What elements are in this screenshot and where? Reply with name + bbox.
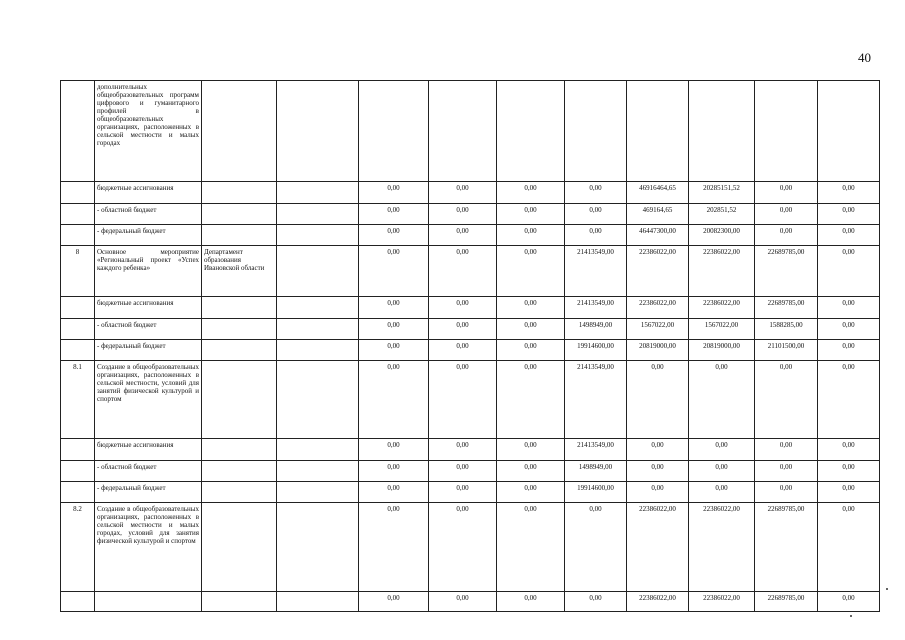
value-cell: 1567022,00	[627, 319, 689, 340]
value-cell: 0,00	[359, 246, 429, 297]
empty-cell	[277, 246, 359, 297]
value-cell: 0,00	[497, 503, 565, 592]
empty-cell	[277, 297, 359, 319]
value-cell: 0,00	[755, 439, 818, 461]
executor-cell	[202, 297, 277, 319]
value-cell: 20285151,52	[689, 182, 755, 204]
value-cell: 21413549,00	[565, 361, 627, 439]
table-row	[61, 319, 880, 340]
value-cell: 0,00	[497, 439, 565, 461]
value-cell: 0,00	[755, 182, 818, 204]
value-cell: 0,00	[565, 592, 627, 612]
value-cell: 0,00	[818, 439, 880, 461]
row-number-cell	[61, 439, 95, 461]
value-cell: 22689785,00	[755, 246, 818, 297]
value-cell: 0,00	[497, 482, 565, 503]
table-row	[61, 225, 880, 246]
value-cell: 0,00	[497, 182, 565, 204]
row-number-cell	[61, 81, 95, 182]
value-cell: 22386022,00	[689, 592, 755, 612]
value-cell: 0,00	[429, 461, 497, 482]
table-row	[61, 592, 880, 612]
activity-name-cell: бюджетные ассигнования	[95, 182, 202, 204]
executor-cell	[202, 225, 277, 246]
activity-name-cell	[95, 592, 202, 612]
value-cell: 0,00	[818, 592, 880, 612]
activity-name-cell: - федеральный бюджет	[95, 340, 202, 361]
value-cell: 19914600,00	[565, 340, 627, 361]
table-row	[61, 204, 880, 225]
value-cell: 0,00	[359, 461, 429, 482]
activity-name-cell: - областной бюджет	[95, 204, 202, 225]
activity-name-cell: - федеральный бюджет	[95, 482, 202, 503]
value-cell: 0,00	[429, 297, 497, 319]
value-cell: 0,00	[755, 204, 818, 225]
value-cell: 0,00	[565, 225, 627, 246]
empty-cell	[277, 81, 359, 182]
value-cell: 21101500,00	[755, 340, 818, 361]
value-cell	[497, 81, 565, 182]
value-cell: 1498949,00	[565, 461, 627, 482]
value-cell: 0,00	[359, 182, 429, 204]
value-cell: 202851,52	[689, 204, 755, 225]
table-row	[61, 361, 880, 439]
value-cell: 0,00	[359, 592, 429, 612]
executor-cell	[202, 81, 277, 182]
value-cell: 0,00	[755, 225, 818, 246]
table-row	[61, 297, 880, 319]
value-cell: 0,00	[818, 297, 880, 319]
value-cell: 22386022,00	[627, 246, 689, 297]
value-cell: 21413549,00	[565, 297, 627, 319]
value-cell: 1588285,00	[755, 319, 818, 340]
value-cell: 0,00	[565, 204, 627, 225]
activity-name-cell: - областной бюджет	[95, 319, 202, 340]
value-cell: 0,00	[627, 439, 689, 461]
value-cell: 22689785,00	[755, 297, 818, 319]
row-number-cell	[61, 340, 95, 361]
table-row	[61, 246, 880, 297]
value-cell: 0,00	[497, 246, 565, 297]
executor-cell	[202, 204, 277, 225]
value-cell	[627, 81, 689, 182]
value-cell: 0,00	[429, 204, 497, 225]
value-cell: 20819000,00	[689, 340, 755, 361]
row-number-cell	[61, 182, 95, 204]
page-number: 40	[858, 50, 871, 65]
value-cell: 0,00	[497, 361, 565, 439]
row-number-cell	[61, 482, 95, 503]
executor-cell	[202, 461, 277, 482]
table-row	[61, 81, 880, 182]
value-cell: 22689785,00	[755, 592, 818, 612]
value-cell: 0,00	[755, 482, 818, 503]
empty-cell	[277, 204, 359, 225]
empty-cell	[277, 182, 359, 204]
value-cell: 0,00	[627, 361, 689, 439]
executor-cell	[202, 503, 277, 592]
value-cell: 0,00	[359, 439, 429, 461]
row-number-cell	[61, 319, 95, 340]
table-row	[61, 482, 880, 503]
value-cell	[429, 81, 497, 182]
budget-table	[60, 80, 880, 612]
value-cell: 0,00	[359, 340, 429, 361]
empty-cell	[277, 361, 359, 439]
value-cell: 22386022,00	[627, 592, 689, 612]
table-row	[61, 182, 880, 204]
value-cell: 0,00	[497, 319, 565, 340]
value-cell: 0,00	[627, 461, 689, 482]
value-cell	[565, 81, 627, 182]
empty-cell	[277, 439, 359, 461]
executor-cell: Департамент образования Ивановской области	[202, 246, 277, 297]
scan-speck	[850, 615, 852, 617]
empty-cell	[277, 225, 359, 246]
value-cell: 22386022,00	[689, 297, 755, 319]
value-cell: 19914600,00	[565, 482, 627, 503]
row-number-cell: 8.2	[61, 503, 95, 592]
value-cell: 0,00	[818, 182, 880, 204]
value-cell: 0,00	[359, 361, 429, 439]
value-cell: 0,00	[429, 246, 497, 297]
value-cell: 0,00	[497, 461, 565, 482]
value-cell: 0,00	[429, 182, 497, 204]
value-cell: 46916464,65	[627, 182, 689, 204]
scan-speck	[886, 588, 888, 590]
value-cell	[755, 81, 818, 182]
value-cell: 0,00	[429, 482, 497, 503]
value-cell: 22386022,00	[689, 246, 755, 297]
value-cell: 0,00	[429, 503, 497, 592]
activity-name-cell: бюджетные ассигнования	[95, 439, 202, 461]
empty-cell	[277, 461, 359, 482]
value-cell: 0,00	[429, 225, 497, 246]
table-row	[61, 503, 880, 592]
empty-cell	[277, 482, 359, 503]
value-cell: 22386022,00	[627, 297, 689, 319]
value-cell: 0,00	[497, 297, 565, 319]
value-cell	[359, 81, 429, 182]
activity-name-cell: Создание в общеобразовательных организациях, расположенных в сельской местности, условий для занятий физической культурой и спортом	[95, 361, 202, 439]
executor-cell	[202, 439, 277, 461]
row-number-cell: 8.1	[61, 361, 95, 439]
activity-name-cell: бюджетные ассигнования	[95, 297, 202, 319]
executor-cell	[202, 182, 277, 204]
row-number-cell	[61, 592, 95, 612]
activity-name-cell: - областной бюджет	[95, 461, 202, 482]
activity-name-cell: - федеральный бюджет	[95, 225, 202, 246]
value-cell: 20082300,00	[689, 225, 755, 246]
value-cell: 0,00	[689, 439, 755, 461]
executor-cell	[202, 361, 277, 439]
value-cell: 0,00	[429, 340, 497, 361]
value-cell: 0,00	[429, 361, 497, 439]
value-cell: 0,00	[497, 225, 565, 246]
value-cell: 1498949,00	[565, 319, 627, 340]
value-cell: 0,00	[818, 204, 880, 225]
value-cell: 469164,65	[627, 204, 689, 225]
value-cell: 0,00	[689, 482, 755, 503]
value-cell: 0,00	[689, 361, 755, 439]
row-number-cell	[61, 225, 95, 246]
value-cell	[689, 81, 755, 182]
value-cell: 0,00	[818, 246, 880, 297]
value-cell: 0,00	[818, 225, 880, 246]
value-cell: 0,00	[818, 461, 880, 482]
executor-cell	[202, 482, 277, 503]
value-cell: 0,00	[818, 503, 880, 592]
value-cell	[818, 81, 880, 182]
value-cell: 0,00	[359, 204, 429, 225]
row-number-cell	[61, 461, 95, 482]
value-cell: 22386022,00	[689, 503, 755, 592]
empty-cell	[277, 319, 359, 340]
value-cell: 0,00	[565, 182, 627, 204]
value-cell: 0,00	[627, 482, 689, 503]
value-cell: 0,00	[755, 461, 818, 482]
value-cell: 0,00	[755, 361, 818, 439]
value-cell: 0,00	[497, 204, 565, 225]
value-cell: 0,00	[818, 319, 880, 340]
value-cell: 0,00	[818, 482, 880, 503]
row-number-cell	[61, 204, 95, 225]
executor-cell	[202, 592, 277, 612]
value-cell: 0,00	[565, 503, 627, 592]
table-row	[61, 461, 880, 482]
value-cell: 0,00	[429, 592, 497, 612]
table-row	[61, 340, 880, 361]
value-cell: 0,00	[818, 340, 880, 361]
value-cell: 0,00	[497, 340, 565, 361]
table-row	[61, 439, 880, 461]
empty-cell	[277, 340, 359, 361]
value-cell: 0,00	[359, 225, 429, 246]
value-cell: 21413549,00	[565, 246, 627, 297]
empty-cell	[277, 503, 359, 592]
value-cell: 0,00	[497, 592, 565, 612]
value-cell: 46447300,00	[627, 225, 689, 246]
value-cell: 0,00	[359, 319, 429, 340]
activity-name-cell: Основное мероприятие «Региональный проект «Успех каждого ребенка»	[95, 246, 202, 297]
value-cell: 0,00	[429, 319, 497, 340]
value-cell: 22386022,00	[627, 503, 689, 592]
value-cell: 0,00	[429, 439, 497, 461]
empty-cell	[277, 592, 359, 612]
executor-cell	[202, 340, 277, 361]
value-cell: 21413549,00	[565, 439, 627, 461]
row-number-cell: 8	[61, 246, 95, 297]
value-cell: 1567022,00	[689, 319, 755, 340]
value-cell: 20819000,00	[627, 340, 689, 361]
activity-name-cell: Создание в общеобразовательных организациях, расположенных в сельской местности и малых городах, условий для занятия физической культурой и спортом	[95, 503, 202, 592]
row-number-cell	[61, 297, 95, 319]
value-cell: 22689785,00	[755, 503, 818, 592]
executor-cell	[202, 319, 277, 340]
value-cell: 0,00	[359, 482, 429, 503]
value-cell: 0,00	[359, 503, 429, 592]
value-cell: 0,00	[359, 297, 429, 319]
value-cell: 0,00	[689, 461, 755, 482]
activity-name-cell: дополнительных общеобразовательных программ цифрового и гуманитарного профилей в общеобразовательных организациях, расположенных в сельской местности и малых городах	[95, 81, 202, 182]
value-cell: 0,00	[818, 361, 880, 439]
